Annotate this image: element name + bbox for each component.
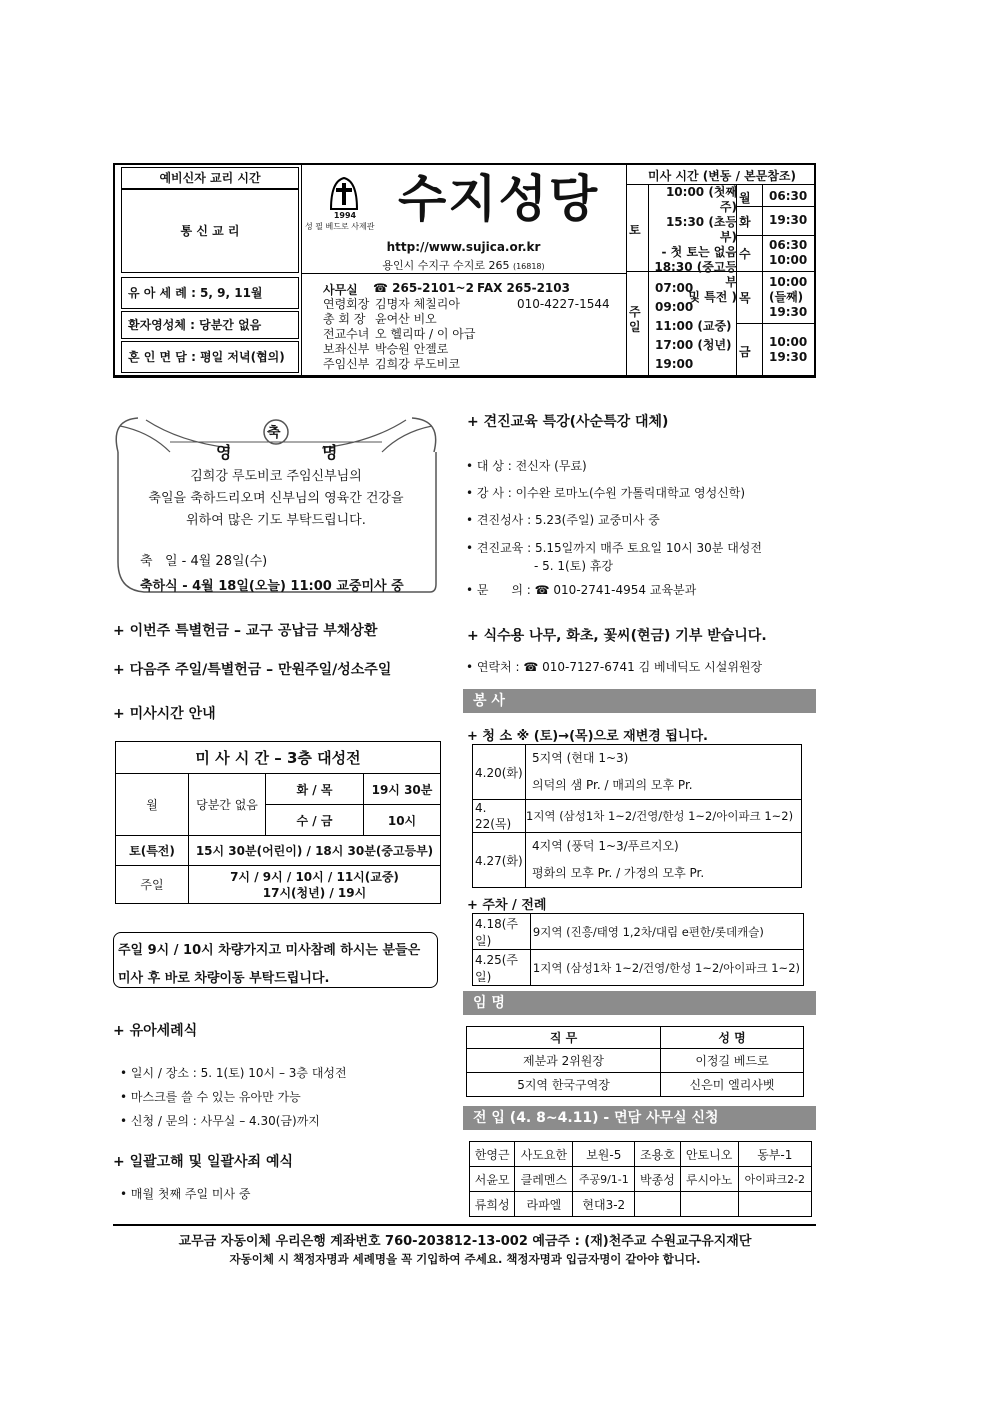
list-item: • 문 의 : ☎ 010-2741-4954 교육분과	[466, 583, 697, 597]
transfer-cell	[738, 1192, 811, 1217]
transfer-cell: 아이파크2-2	[738, 1167, 811, 1192]
parking-date: 4.18(주일)	[473, 914, 531, 950]
parking-detail: 9지역 (진흥/태영 1,2차/대림 e편한/롯데캐슬)	[530, 914, 803, 950]
time-thu: 10:00 (들째) 19:30	[769, 275, 808, 319]
time-mon: 06:30	[769, 189, 808, 203]
appoint-head-name: 성 명	[661, 1027, 804, 1049]
cleaning-title: + 청 소 ※ (토)→(목)으로 재변경 됩니다.	[467, 729, 708, 744]
transfer-cell: 한영근	[470, 1142, 515, 1167]
cleaning-detail: 4지역 (풍덕 1~3/푸르지오) 평화의 모후 Pr. / 가정의 모후 Pr.	[526, 833, 802, 888]
edu-list	[466, 453, 762, 604]
cleaning-detail: 5지역 (현대 1~3) 의덕의 샘 Pr. / 매괴의 모후 Pr.	[526, 745, 802, 800]
day-fri: 금	[739, 345, 751, 359]
staff-row: 보좌신부 박승원 안젤로	[323, 342, 449, 356]
mass-table-title: 미 사 시 간 – 3층 대성전	[116, 742, 441, 774]
office-phone: ☎ 265-2101~2	[373, 281, 474, 295]
transfer-cell: 서윤모	[470, 1167, 515, 1192]
transfer-cell: 류희성	[470, 1192, 515, 1217]
infant-title: + 유아세례식	[113, 1023, 198, 1039]
appoint-table	[466, 1026, 804, 1097]
transfer-cell: 라파엘	[515, 1192, 573, 1217]
transfer-cell	[680, 1192, 738, 1217]
staff-row: 전교수녀 오 헬리따 / 이 아급	[323, 327, 476, 341]
infant-baptism: 유 아 세 례 : 5, 9, 11월	[121, 277, 299, 309]
transfer-cell: 루시아노	[680, 1167, 738, 1192]
parking-notice-line1: 주일 9시 / 10시 차량가지고 미사참례 하시는 분들은	[118, 943, 421, 958]
transfer-cell: 조용호	[635, 1142, 680, 1167]
postcode: (16818)	[512, 262, 545, 271]
day-tue: 화	[739, 215, 751, 229]
address-text: 용인시 수지구 수지로 265	[382, 259, 510, 272]
transfer-cell: 박종성	[635, 1167, 680, 1192]
list-item: • 견진교육 : 5.15일까지 매주 토요일 10시 30분 대성전	[466, 541, 762, 555]
congrats-mark: 축	[267, 425, 281, 441]
catechism-title: 예비신자 교리 시간	[121, 167, 299, 189]
cleaning-date: 4.27(화)	[473, 833, 526, 888]
staff-row: 총 회 장 윤여산 비오	[323, 312, 437, 326]
staff-list	[323, 297, 623, 372]
transfer-cell: 사도요한	[515, 1142, 573, 1167]
parking-table	[472, 913, 804, 986]
appoint-role: 제분과 2위원장	[467, 1049, 661, 1073]
celebration: 축하식 - 4월 18일(오늘) 11:00 교중미사 중	[140, 579, 404, 594]
logo-caption: 성 필 베드로 사제관	[305, 222, 375, 231]
mt-tue-thu-time: 19시 30분	[364, 774, 441, 805]
congrats-title-right: 명	[322, 443, 338, 462]
mt-sat: 토(특전)	[116, 836, 189, 866]
time-tue: 19:30	[769, 213, 808, 227]
appoint-head-role: 직 무	[467, 1027, 661, 1049]
feast-day: 축 일 - 4월 28일(수)	[140, 554, 268, 569]
transfer-cell: 안토니오	[680, 1142, 738, 1167]
mt-sun: 주일	[116, 866, 189, 904]
edu-title: + 견진교육 특강(사순특강 대체)	[467, 414, 669, 430]
appoint-bar: 임 명	[463, 991, 816, 1015]
address	[301, 257, 626, 273]
mt-mon: 월	[116, 774, 189, 836]
fax: FAX 265-2103	[477, 281, 570, 295]
mass-guide: + 미사시간 안내	[113, 706, 216, 722]
list-item: • 강 사 : 이수완 로마노(수원 가톨릭대학교 영성신학)	[466, 486, 746, 500]
mt-wed-fri: 수 / 금	[266, 805, 364, 836]
parking-title: + 주차 / 전례	[467, 898, 547, 913]
footer-line2: 자동이체 시 책정자명과 세례명을 꼭 기입하여 주세요. 책정자명과 입금자명이 같아야 합니다.	[229, 1252, 701, 1266]
parking-notice	[113, 932, 438, 988]
appoint-name: 이정길 베드로	[661, 1049, 804, 1073]
mt-sun-time: 7시 / 9시 / 10시 / 11시(교중) 17시(청년) / 19시	[189, 866, 441, 904]
website-link[interactable]: http://www.sujica.or.kr	[386, 240, 541, 254]
sat-label: 토	[629, 223, 641, 237]
appoint-name: 신은미 엘리사벳	[661, 1073, 804, 1097]
sun-label-text: 주일	[629, 305, 641, 334]
mt-wed-fri-time: 10시	[364, 805, 441, 836]
transfer-table	[469, 1141, 812, 1217]
time-fri: 10:00 19:30	[769, 335, 808, 364]
church-logo-icon	[327, 175, 361, 211]
donation-title: + 식수용 나무, 화초, 꽃씨(현금) 기부 받습니다.	[467, 628, 767, 644]
congrats-title-left: 영	[216, 443, 232, 462]
confession-title: + 일괄고해 및 일괄사죄 예식	[113, 1154, 293, 1170]
day-mon: 월	[739, 191, 751, 205]
congrats-message: 김희강 루도비코 주임신부님의 축일을 축하드리오며 신부님의 영육간 건강을 위하여 많은 기도 부탁드립니다.	[148, 469, 404, 528]
next-sunday: + 다음주 주일/특별헌금 – 만원주일/성소주일	[113, 662, 392, 678]
parking-detail: 1지역 (삼성1차 1~2/건영/한성 1~2/아이파크 1~2)	[530, 950, 803, 986]
congrats-frame	[110, 412, 442, 602]
list-item: • 견진성사 : 5.23(주일) 교중미사 중	[466, 513, 660, 527]
transfer-cell: 보원-5	[573, 1142, 635, 1167]
sun-label	[629, 305, 647, 335]
mt-tue-thu: 화 / 목	[266, 774, 364, 805]
parish-name: 수지성당	[398, 170, 600, 228]
cleaning-detail: 1지역 (삼성1차 1~2/건영/한성 1~2/아이파크 1~2)	[526, 800, 802, 833]
staff-row: 연령회장 김명자 체칠리아 010-4227-1544	[323, 297, 610, 311]
day-wed: 수	[739, 247, 751, 261]
cleaning-date: 4. 22(목)	[473, 800, 526, 833]
office-label: 사무실	[323, 283, 358, 297]
infant-list	[120, 1061, 347, 1133]
service-bar: 봉 사	[463, 689, 816, 713]
transfer-cell: 주공9/1-1	[573, 1167, 635, 1192]
day-thu: 목	[739, 291, 751, 305]
list-item: • 대 상 : 전신자 (무료)	[466, 459, 587, 473]
marriage-counsel: 혼 인 면 담 : 평일 저녁(협의)	[121, 341, 299, 373]
staff-row: 주임신부 김희강 루도비코	[323, 357, 460, 371]
appoint-role: 5지역 한국구역장	[467, 1073, 661, 1097]
parking-date: 4.25(주일)	[473, 950, 531, 986]
footer-divider	[113, 1224, 816, 1226]
list-item: • 신청 / 문의 : 사무실 – 4.30(금)까지	[120, 1114, 320, 1128]
confession-list: • 매월 첫째 주일 미사 중	[120, 1187, 251, 1201]
mass-title: 미사 시간 (변동 / 본문참조)	[648, 169, 796, 183]
special-collection: + 이번주 특별헌금 – 교구 공납금 부채상환	[113, 623, 378, 639]
mt-none: 당분간 없음	[189, 774, 266, 836]
cleaning-table	[472, 744, 802, 888]
donation-contact: • 연락처 : ☎ 010-7127-6741 김 베네딕도 시설위원장	[466, 660, 763, 674]
footer-line1: 교무금 자동이체 우리은행 계좌번호 760-203812-13-002 예금주 : (재)천주교 수원교구유지재단	[178, 1234, 752, 1249]
transfer-cell	[635, 1192, 680, 1217]
transfer-cell: 클레멘스	[515, 1167, 573, 1192]
catechism-value: 통 신 교 리	[121, 189, 299, 273]
list-item: • 일시 / 장소 : 5. 1(토) 10시 – 3층 대성전	[120, 1066, 347, 1080]
header-box	[113, 163, 816, 378]
list-item-sub: - 5. 1(토) 휴강	[534, 559, 613, 573]
parking-notice-line2: 미사 후 바로 차량이동 부탁드립니다.	[118, 971, 330, 986]
transfer-cell: 동부-1	[738, 1142, 811, 1167]
transfer-cell: 현대3-2	[573, 1192, 635, 1217]
sick-communion: 환자영성체 : 당분간 없음	[121, 311, 299, 339]
sat-times: 10:00 (첫째주) 15:30 (초등부) - 첫 토는 없음 18:30 (중고등부 및 특전 )	[654, 185, 737, 304]
cleaning-date: 4.20(화)	[473, 745, 526, 800]
mass-table	[115, 741, 441, 904]
mt-sat-time: 15시 30분(어린이) / 18시 30분(중고등부)	[189, 836, 441, 866]
logo-year: 1994	[333, 211, 357, 220]
sun-times: 07:00 09:00 11:00 (교중) 17:00 (청년) 19:00	[655, 281, 732, 371]
time-wed: 06:30 10:00	[769, 238, 808, 267]
transfer-bar: 전 입 (4. 8~4.11) - 면담 사무실 신청	[463, 1106, 816, 1130]
list-item: • 마스크를 쓸 수 있는 유아만 가능	[120, 1090, 301, 1104]
